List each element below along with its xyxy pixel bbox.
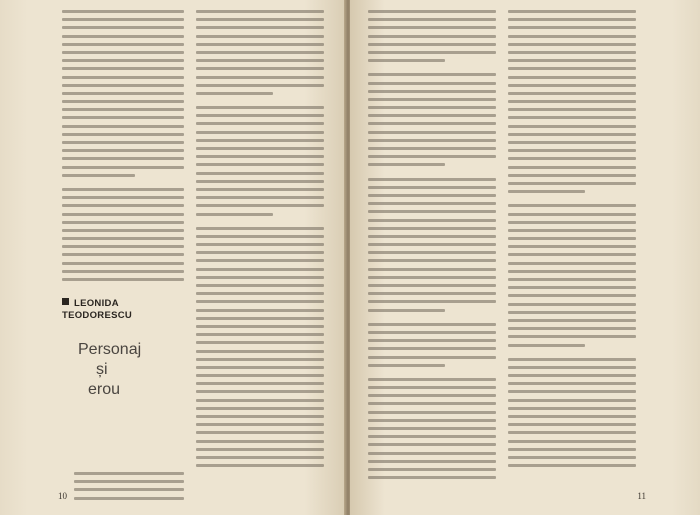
text-line xyxy=(368,309,445,312)
text-line xyxy=(196,204,324,207)
text-line xyxy=(368,356,496,359)
text-line xyxy=(196,464,324,467)
text-line xyxy=(196,155,324,158)
text-line xyxy=(368,419,496,422)
text-line xyxy=(196,448,324,451)
text-line xyxy=(508,294,636,297)
text-line xyxy=(196,456,324,459)
text-line xyxy=(368,292,496,295)
text-line xyxy=(508,327,636,330)
text-line xyxy=(508,382,636,385)
text-line xyxy=(508,51,636,54)
text-line xyxy=(196,131,324,134)
text-line xyxy=(62,196,184,199)
text-line xyxy=(508,76,636,79)
text-line xyxy=(368,18,496,21)
text-line xyxy=(62,166,184,169)
text-line xyxy=(368,186,496,189)
text-line xyxy=(62,245,184,248)
text-line xyxy=(62,221,184,224)
text-line xyxy=(368,235,496,238)
text-line xyxy=(368,194,496,197)
text-line xyxy=(368,243,496,246)
text-line xyxy=(368,43,496,46)
text-line xyxy=(508,59,636,62)
text-line xyxy=(196,180,324,183)
text-line xyxy=(508,390,636,393)
text-line xyxy=(62,270,184,273)
text-line xyxy=(508,448,636,451)
text-line xyxy=(368,163,445,166)
text-line xyxy=(368,219,496,222)
text-line xyxy=(62,67,184,70)
text-line xyxy=(368,139,496,142)
text-line xyxy=(508,270,636,273)
text-line xyxy=(368,411,496,414)
paragraph-gap xyxy=(196,221,324,227)
text-line xyxy=(196,163,324,166)
text-line xyxy=(196,382,324,385)
text-line xyxy=(196,292,324,295)
text-line xyxy=(196,374,324,377)
text-line xyxy=(368,276,496,279)
text-line xyxy=(62,188,184,191)
text-line xyxy=(508,190,585,193)
text-line xyxy=(368,323,496,326)
right-page xyxy=(350,0,700,515)
text-line xyxy=(196,172,324,175)
text-line xyxy=(508,319,636,322)
text-line xyxy=(62,10,184,13)
text-line xyxy=(196,415,324,418)
text-line xyxy=(62,174,135,177)
text-line xyxy=(508,141,636,144)
text-line xyxy=(196,423,324,426)
text-line xyxy=(196,76,324,79)
text-line xyxy=(508,344,585,347)
left-page xyxy=(0,0,346,515)
title-line-1: Personaj xyxy=(78,341,142,358)
text-line xyxy=(62,149,184,152)
text-line xyxy=(508,464,636,467)
text-line xyxy=(368,435,496,438)
text-line xyxy=(508,100,636,103)
text-line xyxy=(196,268,324,271)
text-line xyxy=(196,399,324,402)
text-line xyxy=(508,278,636,281)
text-line xyxy=(74,480,184,483)
text-line xyxy=(368,147,496,150)
text-line xyxy=(508,262,636,265)
text-line xyxy=(368,284,496,287)
text-line xyxy=(508,456,636,459)
text-line xyxy=(196,59,324,62)
text-line xyxy=(196,114,324,117)
text-line xyxy=(508,374,636,377)
text-line xyxy=(508,440,636,443)
text-line xyxy=(508,366,636,369)
page-number-right: 11 xyxy=(637,491,646,501)
right-page-column-1-text xyxy=(368,10,496,484)
text-line xyxy=(196,51,324,54)
text-line xyxy=(196,431,324,434)
text-line xyxy=(196,147,324,150)
text-line xyxy=(368,452,496,455)
text-line xyxy=(196,259,324,262)
text-line xyxy=(196,350,324,353)
text-line xyxy=(368,460,496,463)
text-line xyxy=(368,131,496,134)
text-line xyxy=(368,251,496,254)
text-line xyxy=(62,43,184,46)
text-line xyxy=(196,243,324,246)
paragraph-gap xyxy=(368,317,496,323)
text-line xyxy=(508,18,636,21)
text-line xyxy=(508,335,636,338)
article-title xyxy=(62,340,182,400)
text-line xyxy=(508,182,636,185)
text-line xyxy=(62,213,184,216)
text-line xyxy=(368,394,496,397)
text-line xyxy=(368,268,496,271)
text-line xyxy=(368,386,496,389)
text-line xyxy=(62,84,184,87)
text-line xyxy=(196,317,324,320)
text-line xyxy=(62,92,184,95)
text-line xyxy=(508,407,636,410)
title-line-2: și xyxy=(96,361,108,378)
paragraph-gap xyxy=(508,352,636,358)
text-line xyxy=(196,325,324,328)
text-line xyxy=(62,133,184,136)
text-line xyxy=(196,139,324,142)
text-line xyxy=(62,278,184,281)
text-line xyxy=(508,84,636,87)
text-line xyxy=(508,108,636,111)
text-line xyxy=(508,399,636,402)
article-heading xyxy=(62,298,182,448)
text-line xyxy=(508,213,636,216)
text-line xyxy=(196,366,324,369)
text-line xyxy=(196,67,324,70)
text-line xyxy=(368,476,496,479)
text-line xyxy=(74,472,184,475)
text-line xyxy=(508,67,636,70)
text-line xyxy=(196,309,324,312)
text-line xyxy=(508,221,636,224)
left-page-column-1-text xyxy=(62,10,184,286)
text-line xyxy=(368,35,496,38)
text-line xyxy=(62,108,184,111)
text-line xyxy=(196,213,273,216)
text-line xyxy=(508,303,636,306)
text-line xyxy=(196,251,324,254)
text-line xyxy=(368,259,496,262)
paragraph-gap xyxy=(368,372,496,378)
text-line xyxy=(62,253,184,256)
text-line xyxy=(62,18,184,21)
text-line xyxy=(368,106,496,109)
text-line xyxy=(368,227,496,230)
text-line xyxy=(62,116,184,119)
text-line xyxy=(196,84,324,87)
text-line xyxy=(508,229,636,232)
text-line xyxy=(508,237,636,240)
text-line xyxy=(368,90,496,93)
text-line xyxy=(368,300,496,303)
text-line xyxy=(196,276,324,279)
text-line xyxy=(196,358,324,361)
text-line xyxy=(196,407,324,410)
text-line xyxy=(368,443,496,446)
text-line xyxy=(508,10,636,13)
text-line xyxy=(196,92,273,95)
text-line xyxy=(368,73,496,76)
text-line xyxy=(368,402,496,405)
text-line xyxy=(508,423,636,426)
text-line xyxy=(62,51,184,54)
text-line xyxy=(508,415,636,418)
text-line xyxy=(368,178,496,181)
text-line xyxy=(62,100,184,103)
text-line xyxy=(368,339,496,342)
text-line xyxy=(196,300,324,303)
text-line xyxy=(196,43,324,46)
text-line xyxy=(368,331,496,334)
text-line xyxy=(508,204,636,207)
text-line xyxy=(62,262,184,265)
text-line xyxy=(368,155,496,158)
text-line xyxy=(74,497,184,500)
text-line xyxy=(62,26,184,29)
text-line xyxy=(368,122,496,125)
text-line xyxy=(74,488,184,491)
title-line-3: erou xyxy=(88,381,121,398)
text-line xyxy=(196,35,324,38)
right-page-column-2-text xyxy=(508,10,636,472)
text-line xyxy=(196,235,324,238)
text-line xyxy=(368,468,496,471)
text-line xyxy=(196,26,324,29)
text-line xyxy=(196,341,324,344)
text-line xyxy=(62,35,184,38)
text-line xyxy=(508,174,636,177)
text-line xyxy=(62,157,184,160)
text-line xyxy=(196,227,324,230)
text-line xyxy=(62,76,184,79)
text-line xyxy=(368,202,496,205)
text-line xyxy=(368,10,496,13)
author-name xyxy=(62,298,182,322)
text-line xyxy=(508,149,636,152)
paragraph-gap xyxy=(368,172,496,178)
text-line xyxy=(508,43,636,46)
page-number-left: 10 xyxy=(58,491,67,501)
text-line xyxy=(196,122,324,125)
text-line xyxy=(368,26,496,29)
text-line xyxy=(368,378,496,381)
text-line xyxy=(196,440,324,443)
text-line xyxy=(508,26,636,29)
text-line xyxy=(508,286,636,289)
left-page-column-1-bottom-text xyxy=(74,472,184,505)
text-line xyxy=(368,210,496,213)
text-line xyxy=(508,133,636,136)
text-line xyxy=(62,59,184,62)
text-line xyxy=(368,364,445,367)
text-line xyxy=(508,35,636,38)
text-line xyxy=(508,358,636,361)
text-line xyxy=(368,114,496,117)
text-line xyxy=(368,98,496,101)
text-line xyxy=(196,10,324,13)
text-line xyxy=(368,427,496,430)
text-line xyxy=(196,106,324,109)
text-line xyxy=(62,229,184,232)
text-line xyxy=(508,311,636,314)
square-bullet-icon xyxy=(62,298,69,305)
text-line xyxy=(62,141,184,144)
text-line xyxy=(508,92,636,95)
text-line xyxy=(368,347,496,350)
text-line xyxy=(508,166,636,169)
text-line xyxy=(62,237,184,240)
left-page-column-2-text xyxy=(196,10,324,472)
text-line xyxy=(368,82,496,85)
text-line xyxy=(196,18,324,21)
text-line xyxy=(508,125,636,128)
text-line xyxy=(508,157,636,160)
text-line xyxy=(508,245,636,248)
text-line xyxy=(368,51,496,54)
text-line xyxy=(196,390,324,393)
text-line xyxy=(368,59,445,62)
text-line xyxy=(62,125,184,128)
text-line xyxy=(196,284,324,287)
text-line xyxy=(196,188,324,191)
text-line xyxy=(196,333,324,336)
text-line xyxy=(196,196,324,199)
text-line xyxy=(62,204,184,207)
text-line xyxy=(508,431,636,434)
text-line xyxy=(508,116,636,119)
text-line xyxy=(508,253,636,256)
author-name-text: LEONIDA TEODORESCU xyxy=(62,298,133,321)
